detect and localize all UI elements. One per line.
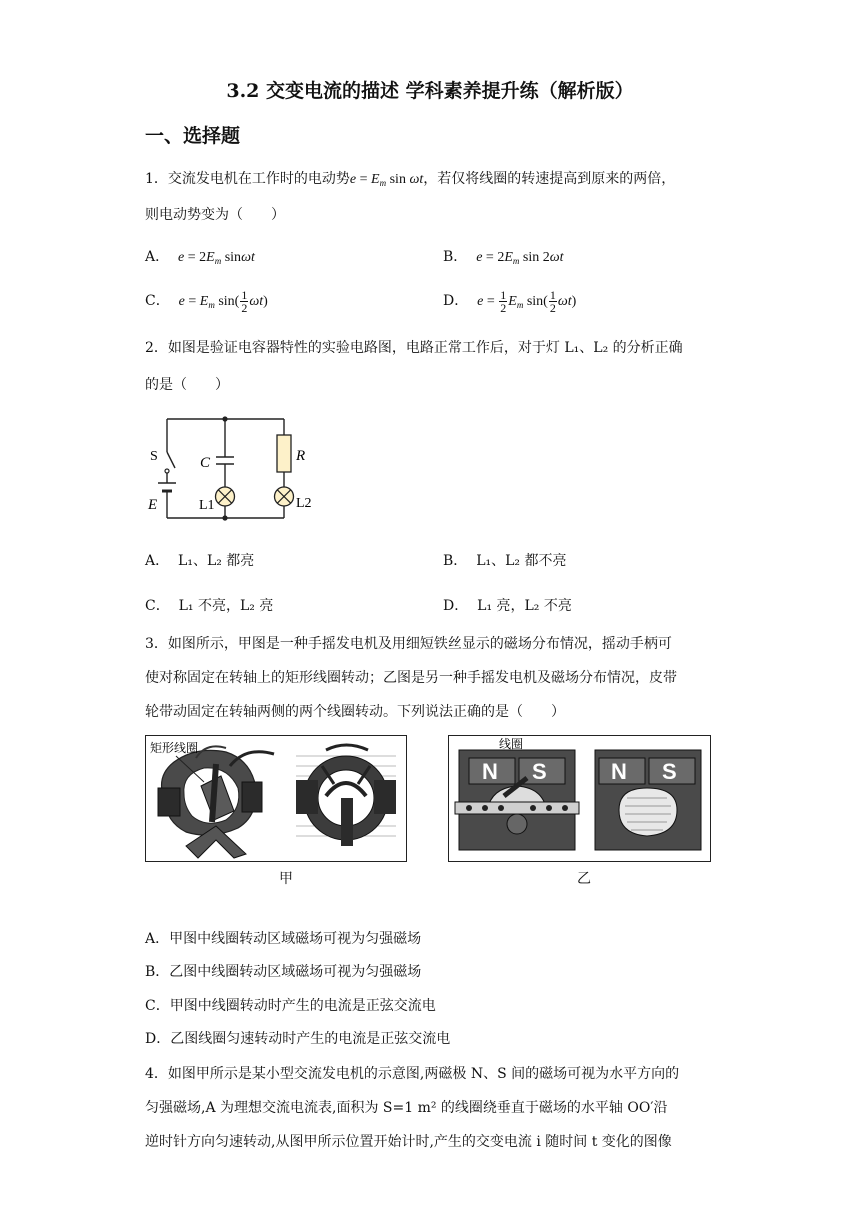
q2-option-a: A． L₁、L₂ 都亮	[145, 553, 255, 569]
q1-stem-after: ，若仅将线圈的转速提高到原来的两倍，	[423, 171, 676, 187]
switch-blade	[167, 452, 175, 468]
q1-stem-before: 交流发电机在工作时的电动势	[167, 171, 350, 187]
q2-stem-line2: 的是（ ）	[145, 377, 229, 393]
q1-option-a: A． $e = 2E_m$ sinωt	[145, 249, 255, 266]
label-resistor: R	[296, 448, 306, 464]
lamp-l2-icon	[275, 487, 294, 506]
generator-yi-left	[455, 750, 579, 850]
q2-option-d: D． L₁ 亮，L₂ 不亮	[443, 598, 572, 614]
q3-option-a: A．甲图中线圈转动区域磁场可视为匀强磁场	[145, 931, 422, 947]
switch-contact	[165, 469, 169, 473]
q1-stem-line2: 则电动势变为（ ）	[145, 207, 285, 223]
q1-option-d: D． e = $\frac{1}{2}$ $E_m$ sin( $\frac{1}{2}$ ωt)	[443, 287, 577, 315]
q3-figure-jia	[145, 735, 407, 862]
caption-yi: 乙	[577, 871, 591, 887]
q2-option-c: C． L₁ 不亮，L₂ 亮	[145, 598, 274, 614]
q3-stem-line3: 轮带动固定在转轴两侧的两个线圈转动。下列说法正确的是（ ）	[145, 704, 565, 720]
q3-stem-line2: 使对称固定在转轴上的矩形线圈转动；乙图是另一种手摇发电机及磁场分布情况，皮带	[145, 670, 677, 686]
pole-s-right: S	[662, 759, 677, 784]
label-lamp1: L1	[199, 498, 215, 513]
lamp-l1-icon	[216, 487, 235, 506]
generator-jia-right	[296, 744, 396, 849]
q1-stem: 1．交流发电机在工作时的电动势$e = E_m$ sin ωt，若仅将线圈的转速提高到原来的两倍，	[145, 171, 676, 188]
q2-stem-line1: 2．如图是验证电容器特性的实验电路图，电路正常工作后，对于灯 L₁、L₂ 的分析正确	[145, 340, 683, 356]
section-heading: 一、选择题	[145, 125, 241, 147]
generator-jia-left	[158, 746, 274, 858]
label-switch: S	[150, 449, 158, 464]
q3-stem-line1: 3．如图所示，甲图是一种手摇发电机及用细短铁丝显示的磁场分布情况，摇动手柄可	[145, 636, 672, 652]
label-battery: E	[148, 497, 158, 513]
q1-number: 1．	[145, 171, 168, 187]
label-coil: 线圈	[499, 737, 524, 751]
q4-stem-line2: 匀强磁场,A 为理想交流电流表,面积为 S=1 m² 的线圈绕垂直于磁场的水平轴 OO′沿	[145, 1100, 668, 1116]
q4-stem-line1: 4．如图甲所示是某小型交流发电机的示意图,两磁极 N、S 间的磁场可视为水平方向的	[145, 1066, 680, 1082]
resistor	[277, 435, 291, 472]
pole-s-left: S	[532, 759, 547, 784]
q1-option-b: B． $e = 2E_m$ sin 2ωt	[443, 249, 564, 266]
q4-stem-line3: 逆时针方向匀速转动,从图甲所示位置开始计时,产生的交变电流 i 随时间 t 变化的图像	[145, 1134, 672, 1150]
q1-formula: e	[349, 172, 357, 187]
q2-circuit-diagram	[140, 408, 330, 530]
label-lamp2: L2	[296, 496, 312, 511]
pole-n-left: N	[482, 759, 498, 784]
q3-option-c: C．甲图中线圈转动时产生的电流是正弦交流电	[145, 998, 436, 1014]
q3-option-d: D．乙图线圈匀速转动时产生的电流是正弦交流电	[145, 1031, 451, 1047]
page-title: 3.2 交变电流的描述 学科素养提升练（解析版）	[226, 80, 634, 102]
label-capacitor: C	[200, 455, 211, 471]
q3-option-b: B．乙图中线圈转动区域磁场可视为匀强磁场	[145, 964, 422, 980]
caption-jia: 甲	[279, 871, 293, 887]
q3-figure-yi	[448, 735, 711, 862]
pole-n-right: N	[611, 759, 627, 784]
q1-option-c: C． $e = E_m$ sin( $\frac{1}{2}$ ωt)	[145, 287, 268, 315]
label-rect-coil: 矩形线圈	[150, 741, 199, 755]
generator-yi-right	[595, 750, 701, 850]
q2-option-b: B． L₁、L₂ 都不亮	[443, 553, 567, 569]
